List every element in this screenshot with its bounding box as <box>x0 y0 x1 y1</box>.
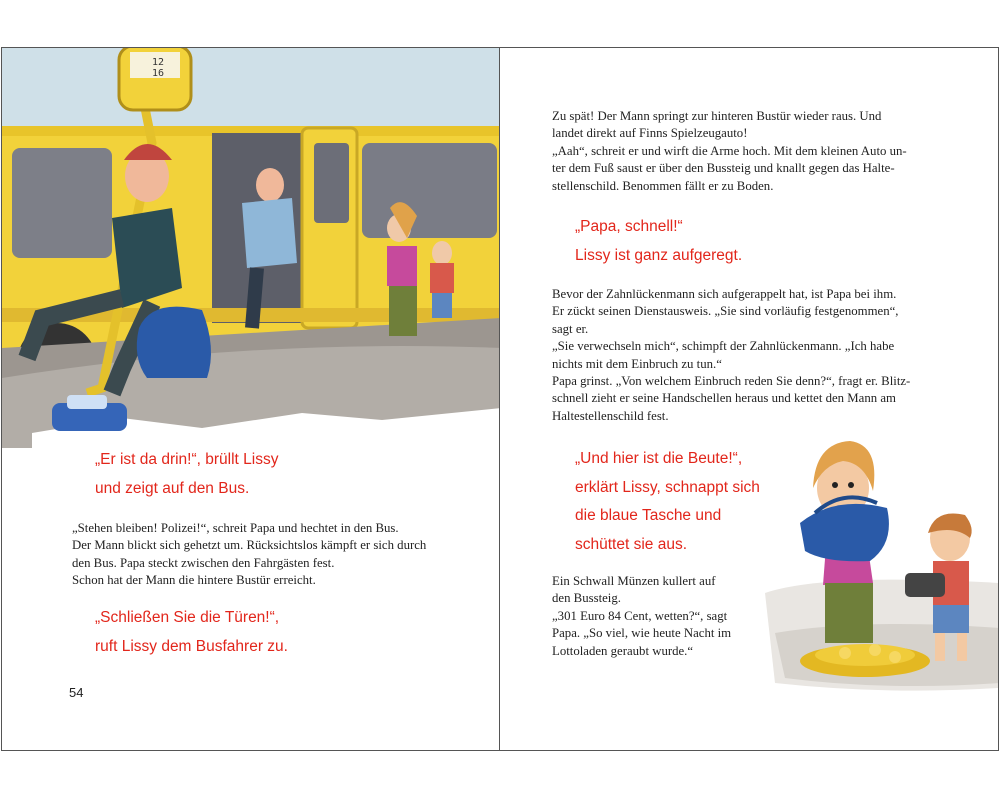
text-line: schnell zieht er seine Handschellen heraus und kettet den Mann am <box>552 391 896 406</box>
text-line: stellenschild. Benommen fällt er zu Boden. <box>552 178 774 193</box>
left-shout-1-line: „Er ist da drin!“, brüllt Lissy <box>95 451 279 468</box>
left-shout-2-line: „Schließen Sie die Türen!“, <box>95 609 280 626</box>
right-shout-2-line: die blaue Tasche und <box>575 507 722 524</box>
text-line: „Aah“, schreit er und wirft die Arme hoch. Mit dem kleinen Auto un- <box>552 143 907 158</box>
left-shout-1-line: und zeigt auf den Bus. <box>95 479 250 497</box>
right-shout-2-line: „Und hier ist die Beute!“, <box>575 450 743 467</box>
right-page <box>500 47 999 751</box>
left-shout-1 <box>95 446 278 503</box>
right-body-text-1 <box>552 108 962 195</box>
text-line: ter dem Fuß saust er über den Bussteig und knallt gegen das Halte- <box>552 161 895 176</box>
left-shout-2 <box>95 604 288 661</box>
text-line: Papa grinst. „Von welchem Einbruch reden Sie denn?“, fragt er. Blitz- <box>552 374 911 389</box>
sign-text-top: 12 <box>152 57 165 68</box>
right-shout-1-line: Lissy ist ganz aufgeregt. <box>575 246 743 264</box>
page-number: 54 <box>69 685 84 700</box>
text-line: Zu spät! Der Mann springt zur hinteren Bustür wieder raus. Und <box>552 109 882 123</box>
text-line: Er zückt seinen Dienstausweis. „Sie sind vorläufig festgenommen“, <box>552 304 899 319</box>
text-line: Ein Schwall Münzen kullert auf <box>552 574 716 588</box>
left-page <box>1 47 500 751</box>
right-shout-2-line: schüttet sie aus. <box>575 535 688 553</box>
text-line: Schon hat der Mann die hintere Bustür erreicht. <box>72 573 316 588</box>
text-line: Der Mann blickt sich gehetzt um. Rücksichtslos kämpft er sich durch <box>72 538 427 553</box>
text-line: nichts mit dem Einbruch zu tun.“ <box>552 356 722 371</box>
text-line: den Bussteig. <box>552 591 621 606</box>
text-line: Haltestellenschild fest. <box>552 408 669 423</box>
text-line: „301 Euro 84 Cent, wetten?“, sagt <box>552 608 728 623</box>
text-line: den Bus. Papa steckt zwischen den Fahrgästen fest. <box>72 555 335 570</box>
right-shout-2-line: erklärt Lissy, schnappt sich <box>575 478 760 496</box>
sign-text-bottom: 16 <box>152 68 165 79</box>
text-line: Lottoladen geraubt wurde.“ <box>552 643 694 658</box>
book-spread <box>0 47 1000 753</box>
left-body-text <box>72 520 482 590</box>
right-body-text-2 <box>552 286 962 425</box>
text-line: Papa. „So viel, wie heute Nacht im <box>552 626 732 641</box>
text-line: „Sie verwechseln mich“, schimpft der Zahnlückenmann. „Ich habe <box>552 339 895 354</box>
text-line: sagt er. <box>552 321 589 336</box>
right-shout-2 <box>575 445 760 559</box>
right-shout-1 <box>575 213 742 270</box>
right-body-text-3 <box>552 573 762 660</box>
text-line: „Stehen bleiben! Polizei!“, schreit Papa und hechtet in den Bus. <box>72 521 399 535</box>
text-line: landet direkt auf Finns Spielzeugauto! <box>552 126 748 141</box>
children-coins-illustration <box>765 433 999 693</box>
text-line: Bevor der Zahnlückenmann sich aufgerappelt hat, ist Papa bei ihm. <box>552 287 897 301</box>
bus-scene-illustration <box>2 48 500 448</box>
right-shout-1-line: „Papa, schnell!“ <box>575 218 683 235</box>
left-shout-2-line: ruft Lissy dem Busfahrer zu. <box>95 637 288 655</box>
